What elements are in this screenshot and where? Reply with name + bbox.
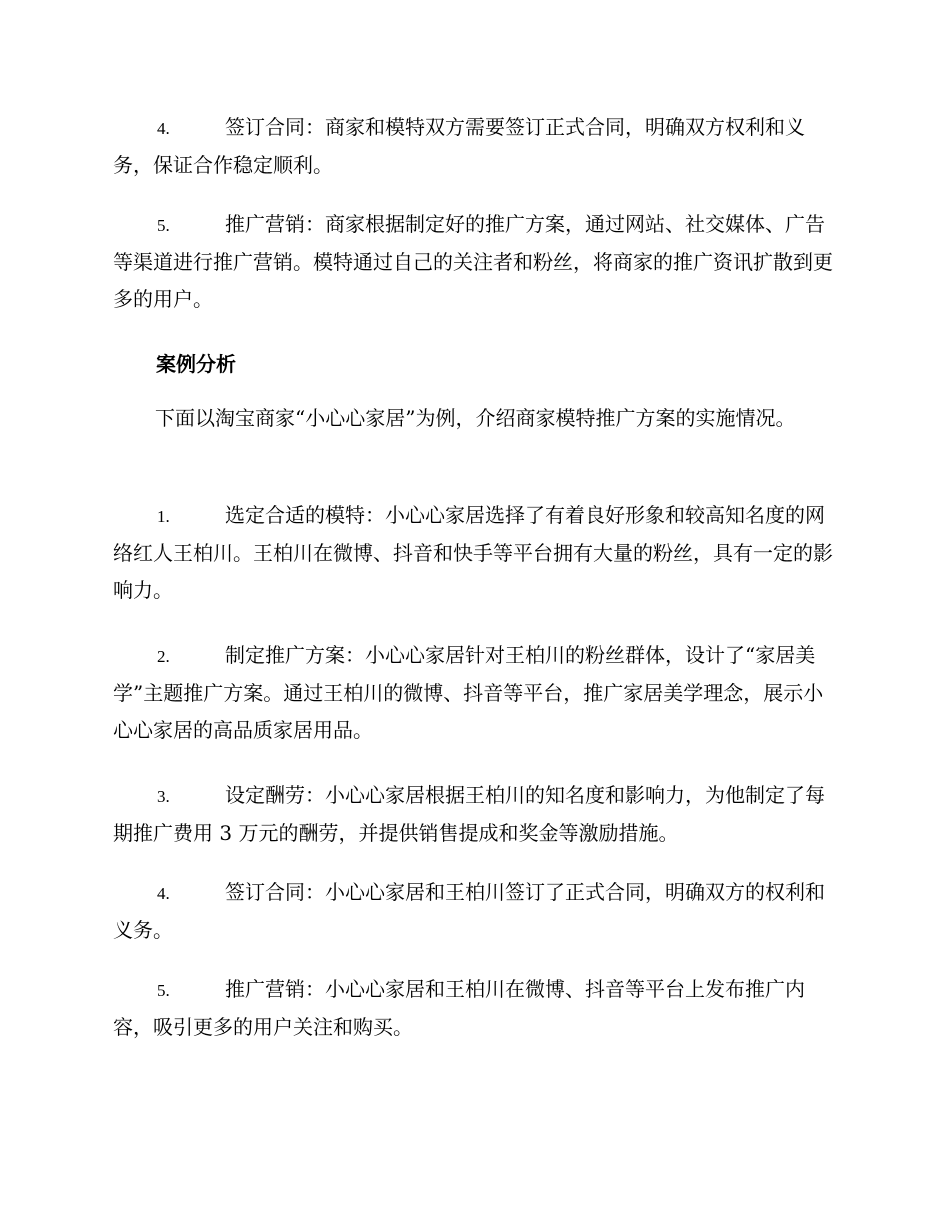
list-text: 推广营销：商家根据制定好的推广方案，通过网站、社交媒体、广告等渠道进行推广营销。模特通过自己的关注者和粉丝，将商家的推广资讯扩散到更多的用户。 [113, 212, 833, 311]
list-item [113, 109, 835, 184]
list-number: 4. [157, 119, 170, 138]
list-item [113, 206, 835, 318]
list-item [113, 637, 835, 749]
list-text: 推广营销：小心心家居和王柏川在微博、抖音等平台上发布推广内容，吸引更多的用户关注和购买。 [113, 977, 805, 1039]
list-item [113, 971, 835, 1046]
list-number: 1. [157, 507, 170, 526]
list-number: 2. [157, 647, 170, 666]
list-text: 选定合适的模特：小心心家居选择了有着良好形象和较高知名度的网络红人王柏川。王柏川在微博、抖音和快手等平台拥有大量的粉丝，具有一定的影响力。 [113, 503, 833, 602]
list-number: 5. [157, 216, 170, 235]
list-text: 设定酬劳：小心心家居根据王柏川的知名度和影响力，为他制定了每期推广费用 3 万元的酬劳，并提供销售提成和奖金等激励措施。 [113, 783, 825, 845]
intro-paragraph: 下面以淘宝商家“小心心家居”为例，介绍商家模特推广方案的实施情况。 [155, 406, 796, 430]
list-number: 5. [157, 981, 170, 1000]
list-item [113, 874, 835, 949]
list-text: 制定推广方案：小心心家居针对王柏川的粉丝群体，设计了“家居美学”主题推广方案。通过王柏川的微博、抖音等平台，推广家居美学理念，展示小心心家居的高品质家居用品。 [113, 643, 824, 742]
list-text: 签订合同：商家和模特双方需要签订正式合同，明确双方权利和义务，保证合作稳定顺利。 [113, 115, 805, 177]
section-heading: 案例分析 [156, 352, 236, 376]
list-number: 4. [157, 884, 170, 903]
list-number: 3. [157, 787, 170, 806]
list-text: 签订合同：小心心家居和王柏川签订了正式合同，明确双方的权利和义务。 [113, 880, 825, 942]
list-item [113, 777, 835, 852]
list-item [113, 497, 835, 609]
